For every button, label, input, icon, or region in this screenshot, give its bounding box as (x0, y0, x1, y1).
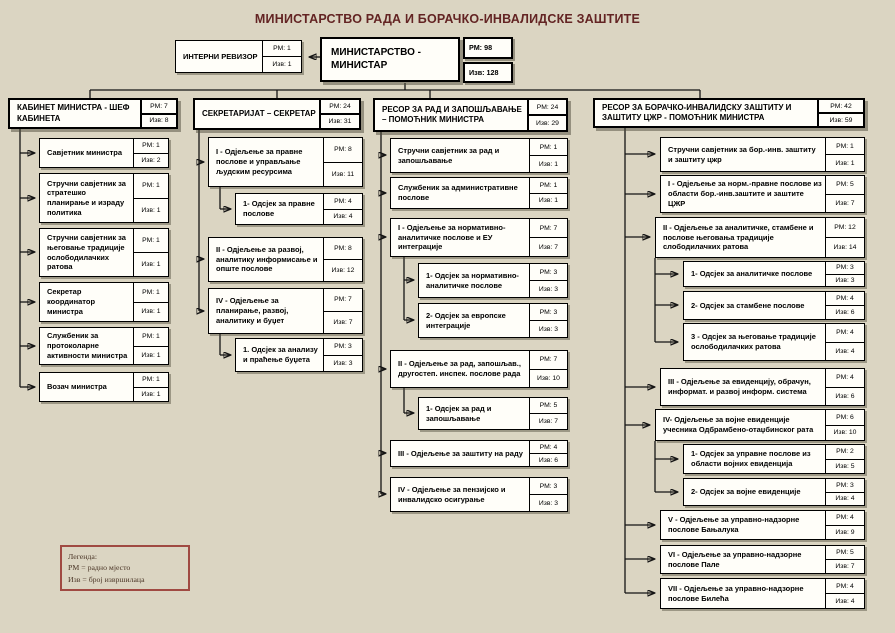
izv-value: Изв: 3 (826, 274, 864, 287)
unit-box-odjeljenje-banjaluka (660, 510, 865, 540)
staffing-cells (825, 138, 864, 171)
pm-value: РМ: 24 (329, 103, 351, 110)
unit-label: Секретар координатор министра (47, 287, 96, 316)
legend-pm-line: РМ = радно мјесто (68, 563, 131, 573)
izv-value: Изв: 4 (826, 492, 864, 506)
pm-value: РМ: 98 (463, 37, 513, 59)
unit-label: Савјетник министра (47, 148, 122, 158)
staffing-cells (323, 138, 362, 186)
izv-value: Изв: 1 (134, 346, 168, 365)
unit-box-odsjek-stambeni (683, 291, 865, 320)
pm-value: РМ: 1 (273, 45, 291, 52)
unit-box-resor-rad-header (373, 98, 568, 132)
izv-value: Изв: 3 (530, 280, 567, 297)
izv-value: Изв: 3 (530, 320, 567, 337)
pm-value: РМ: 4 (836, 329, 854, 337)
izv-value: Изв: 1 (530, 193, 567, 209)
unit-box-odjeljenje-normativno (390, 218, 568, 257)
unit-label: ИНТЕРНИ РЕВИЗОР (183, 51, 258, 61)
pm-value: РМ: 1 (142, 237, 160, 244)
unit-label: I - Одјељење за правне послове и управљање људским ресурсима (216, 147, 303, 176)
pm-value: РМ: 3 (539, 308, 558, 316)
staffing-cells (825, 262, 864, 286)
staffing-cells (140, 100, 176, 127)
pm-value: РМ: 24 (536, 103, 559, 111)
unit-box-odjeljenje-pravni-poslovi (208, 137, 363, 187)
unit-label: II - Одјељење за аналитичке, стамбене и послове његовања традиције слободилачких ратова (663, 222, 814, 252)
staffing-cells (133, 139, 168, 167)
pm-value: РМ: 5 (539, 402, 558, 409)
unit-label: Службеник за административне послове (398, 183, 518, 202)
unit-label: 2- Одсјек за војне евиденције (691, 487, 801, 497)
unit-label: II - Одјељење за рад, запошљав., другостеп. инспек. послове рада (398, 359, 521, 378)
izv-value: Изв: 12 (324, 259, 362, 281)
page-title: МИНИСТАРСТВО РАДА И БОРАЧКО-ИНВАЛИДСКЕ ЗАШТИТЕ (254, 12, 641, 26)
izv-value: Изв: 1 (134, 252, 168, 276)
unit-label: 1- Одсјек за нормативно-аналитичке послове (426, 270, 519, 290)
staffing-cells (133, 229, 168, 276)
unit-label: II - Одјељење за развој, аналитику информисање и опште послове (216, 244, 318, 274)
staffing-cells (825, 292, 864, 319)
unit-box-odjeljenje-vojne-evidencije (655, 409, 865, 441)
pm-value: РМ: 3 (539, 482, 558, 490)
izv-value: Изв: 6 (530, 453, 567, 466)
legend-izv-line: Изв = број извршилаца (68, 574, 145, 584)
pm-value: РМ: 8 (334, 245, 352, 252)
izv-value: Изв: 1 (134, 198, 168, 223)
unit-box-strucni-savjetnik-planiranje (39, 173, 169, 223)
unit-box-odjeljenje-planiranje-budzet (208, 288, 363, 334)
staffing-cells (133, 328, 168, 364)
unit-box-odsjek-pravni-poslovi (235, 193, 363, 225)
izv-value: Изв: 7 (530, 413, 567, 429)
unit-box-odsjek-tradicije (683, 323, 865, 361)
pm-value: РМ: 4 (334, 197, 352, 205)
izv-value: Изв: 2 (134, 153, 168, 168)
pm-value: РМ: 7 (539, 224, 558, 232)
pm-value: РМ: 4 (836, 514, 854, 522)
unit-box-odjeljenje-bileca (660, 578, 865, 609)
unit-box-strucni-savjetnik-rad (390, 138, 568, 173)
izv-value: Изв: 5 (826, 459, 864, 474)
staffing-cells (825, 218, 864, 257)
legend-box (60, 545, 190, 591)
unit-box-odsjek-rad-zaposljavanje (418, 397, 568, 430)
pm-value: РМ: 7 (334, 296, 352, 304)
unit-box-sekretar-koordinator (39, 282, 169, 322)
izv-value: Изв: 8 (142, 113, 176, 128)
unit-label: 1- Одсјек за аналитичке послове (691, 269, 813, 279)
unit-box-strucni-savjetnik-bi (660, 137, 865, 172)
staffing-cells (529, 139, 567, 172)
pm-value: РМ: 12 (834, 224, 856, 231)
staffing-cells (133, 283, 168, 321)
staffing-cells (825, 546, 864, 573)
izv-value: Изв: 1 (263, 56, 301, 72)
unit-label: Службеник за протоколарне активности министра (47, 331, 128, 360)
izv-value: Изв: 59 (819, 112, 863, 126)
legend-title: Легенда: (68, 552, 98, 561)
pm-value: РМ: 1 (142, 142, 160, 150)
pm-value: РМ: 1 (539, 181, 558, 189)
unit-box-vozac-ministra (39, 372, 169, 402)
unit-box-sluzbenik-administrativni (390, 177, 568, 209)
pm-value: РМ: 4 (836, 582, 854, 590)
unit-label: 2- Одсјек за европске интеграције (426, 310, 506, 330)
pm-value: РМ: 1 (142, 288, 160, 296)
unit-box-odjeljenje-analiticke (655, 217, 865, 258)
izv-value: Изв: 4 (826, 593, 864, 608)
pm-value: РМ: 4 (836, 374, 854, 382)
staffing-cells (262, 41, 301, 72)
unit-label: III - Одјељење за заштиту на раду (398, 448, 523, 458)
izv-value: Изв: 31 (321, 113, 359, 128)
unit-box-odjeljenje-evidencija (660, 368, 865, 406)
staffing-cells (817, 100, 863, 126)
unit-label: 1- Одсјек за правне послове (243, 199, 315, 218)
unit-label: III - Одјељење за евиденцију, обрачун, информат. и развој информ. система (668, 377, 811, 396)
unit-label: СЕКРЕТАРИЈАТ – СЕКРЕТАР (202, 108, 316, 118)
staffing-cells (825, 324, 864, 360)
unit-label: КАБИНЕТ МИНИСТРА - ШЕФ КАБИНЕТА (17, 103, 130, 123)
pm-value: РМ: 5 (836, 549, 854, 556)
unit-label: VI - Одјељење за управно-надзорне послове Пале (668, 549, 802, 569)
pm-value: РМ: 1 (142, 182, 160, 190)
izv-value: Изв: 7 (530, 237, 567, 256)
izv-value: Изв: 1 (134, 387, 168, 402)
izv-value: Изв: 11 (324, 162, 362, 187)
unit-box-odjeljenje-razvoj (208, 237, 363, 282)
unit-box-odjeljenje-rad-zaposljavanje (390, 350, 568, 388)
izv-value: Изв: 7 (324, 311, 362, 334)
staffing-cells (529, 398, 567, 429)
staffing-cells (825, 479, 864, 505)
unit-label: IV - Одјељење за пензијско и инвалидско осигурање (398, 484, 506, 504)
izv-value: Изв: 6 (826, 305, 864, 319)
staffing-cells (529, 441, 567, 466)
unit-box-savjetnik-ministra (39, 138, 169, 168)
unit-label: Стручни савјетник за стратешко планирање и израду политика (47, 178, 126, 217)
pm-value: РМ: 42 (830, 102, 852, 110)
pm-value: РМ: 1 (142, 376, 160, 384)
pm-value: РМ: 1 (142, 333, 160, 341)
staffing-cells (323, 339, 362, 371)
pm-value: РМ: 3 (539, 268, 558, 276)
unit-label: IV- Одјељење за војне евиденције учесника Одбрамбено-отаџбинског рата (663, 415, 814, 434)
pm-value: РМ: 3 (836, 264, 854, 272)
izv-value: Изв: 1 (134, 302, 168, 322)
staffing-cells (529, 304, 567, 337)
pm-value: РМ: 4 (836, 295, 854, 302)
staffing-cells (323, 289, 362, 333)
staffing-cells (323, 238, 362, 281)
unit-box-ministarstvo-ministar (320, 37, 460, 82)
staffing-cells (825, 176, 864, 212)
unit-box-strucni-savjetnik-tradicije (39, 228, 169, 277)
unit-label: 1- Одсјек за рад и запошљавање (426, 403, 492, 423)
unit-box-odsjek-analiticki (683, 261, 865, 287)
unit-label: V - Одјељење за управно-надзорне послове Бањалука (668, 515, 800, 534)
unit-box-odjeljenje-zastita-na-radu (390, 440, 568, 467)
unit-box-odsjek-vojne-evidencije (683, 478, 865, 506)
unit-label: Стручни савјетник за рад и запошљавање (398, 145, 500, 165)
unit-label: МИНИСТАРСТВО - МИНИСТАР (331, 47, 421, 71)
izv-value: Изв: 29 (529, 114, 566, 130)
staffing-cells (529, 178, 567, 208)
pm-value: РМ: 3 (836, 481, 854, 489)
unit-box-odsjek-eu-integracije (418, 303, 568, 338)
unit-box-odsjek-analiza-budzeta (235, 338, 363, 372)
staffing-cells (133, 373, 168, 401)
unit-label: Стручни савјетник за бор.-инв. заштиту и заштиту цжр (668, 144, 816, 164)
pm-value: РМ: 3 (334, 343, 352, 351)
izv-value: Изв: 10 (530, 369, 567, 388)
staffing-cells (825, 445, 864, 473)
izv-value: Изв: 4 (826, 342, 864, 361)
staffing-cells (825, 511, 864, 539)
staffing-cells (323, 194, 362, 224)
izv-value: Изв: 6 (826, 387, 864, 406)
unit-box-sekretarijat-header (193, 98, 361, 130)
staffing-cells (529, 351, 567, 387)
izv-value: Изв: 1 (826, 154, 864, 171)
staffing-cells (825, 410, 864, 440)
izv-value: Изв: 3 (530, 494, 567, 511)
unit-label: I - Одјељење за норм.-правне послове из области бор.-инв.заштите и заштите ЦЖР (668, 179, 822, 208)
unit-box-odjeljenje-pale (660, 545, 865, 574)
izv-value: Изв: 7 (826, 559, 864, 573)
unit-label: 3 - Одсјек за његовање традиције ослободилачких ратова (691, 332, 816, 351)
unit-box-odsjek-normativno (418, 263, 568, 298)
izv-value: Изв: 128 (463, 62, 513, 84)
staffing-cells (529, 264, 567, 297)
pm-value: РМ: 7 (539, 356, 558, 364)
staffing-cells (319, 100, 359, 128)
staffing-cells (529, 219, 567, 256)
unit-label: 2- Одсјек за стамбене послове (691, 300, 805, 310)
izv-value: Изв: 10 (826, 425, 864, 441)
izv-value: Изв: 9 (826, 525, 864, 540)
unit-label: 1. Одсјек за анализу и праћење буџета (243, 345, 318, 364)
unit-label: I - Одјељење за нормативно-аналитичке послове и ЕУ интеграције (398, 222, 506, 252)
pm-value: РМ: 7 (150, 102, 168, 110)
unit-label: РЕСОР ЗА БОРАЧКО-ИНВАЛИДСКУ ЗАШТИТУ И ЗАШТИТУ ЦЖР - ПОМОЋНИК МИНИСТРА (602, 102, 792, 122)
izv-value: Изв: 1 (530, 155, 567, 172)
unit-box-odjeljenje-penzijsko (390, 477, 568, 512)
pm-value: РМ: 4 (539, 443, 558, 451)
unit-box-odjeljenje-norm-pravne (660, 175, 865, 213)
unit-label: Стручни савјетник за његовање традиције ослободилачких ратова (47, 233, 126, 272)
unit-box-interni-revizor (175, 40, 302, 73)
unit-label: VII - Одјељење за управно-надзорне послове Билећа (668, 583, 804, 603)
unit-box-odsjek-upravni-vojne (683, 444, 865, 474)
staffing-cells (529, 478, 567, 511)
unit-box-kabinet-ministra-header (8, 98, 178, 129)
staffing-cells (133, 174, 168, 222)
pm-value: РМ: 5 (836, 181, 854, 189)
staffing-cells (825, 369, 864, 405)
unit-label: Возач министра (47, 382, 107, 392)
izv-value: Изв: 3 (324, 355, 362, 372)
pm-value: РМ: 2 (836, 448, 854, 456)
unit-label: IV - Одјељење за планирање, развој, аналитику и буџет (216, 296, 289, 325)
unit-label: РЕСОР ЗА РАД И ЗАПОШЉАВАЊЕ – ПОМОЋНИК МИНИСТРА (382, 104, 522, 124)
pm-value: РМ: 8 (334, 146, 352, 154)
pm-value: РМ: 1 (539, 143, 558, 151)
unit-label: 1- Одсјек за управне послове из области војних евиденција (691, 449, 811, 468)
pm-value: РМ: 6 (836, 413, 854, 421)
unit-box-sluzbenik-protokol (39, 327, 169, 365)
staffing-cells (527, 100, 566, 130)
izv-value: Изв: 14 (826, 237, 864, 257)
pm-value: РМ: 1 (836, 142, 854, 150)
izv-value: Изв: 4 (324, 209, 362, 225)
izv-value: Изв: 7 (826, 194, 864, 213)
ministry-staffing-cells (463, 37, 513, 83)
unit-box-resor-boracko-header (593, 98, 865, 128)
staffing-cells (825, 579, 864, 608)
